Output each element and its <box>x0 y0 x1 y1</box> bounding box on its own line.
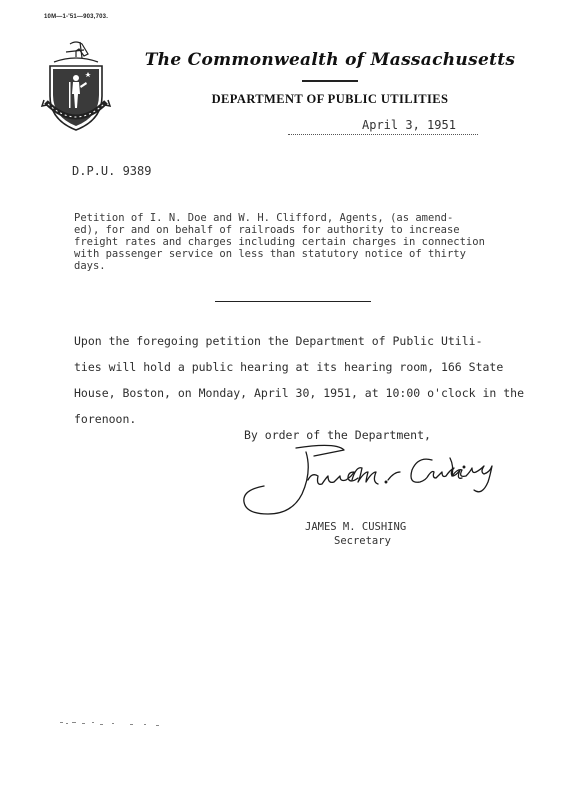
petition-line: days. <box>74 260 106 272</box>
letter-date: April 3, 1951 <box>362 118 456 132</box>
petition-line: ed), for and on behalf of railroads for authority to increase <box>74 224 460 236</box>
order-line: ties will hold a public hearing at its hearing room, 166 State <box>74 360 504 374</box>
masthead-title: The Commonwealth of Massachusetts <box>144 50 516 70</box>
by-order-line: By order of the Department, <box>244 428 431 442</box>
order-line: forenoon. <box>74 412 137 426</box>
signer-title: Secretary <box>334 535 391 547</box>
department-name: DEPARTMENT OF PUBLIC UTILITIES <box>211 92 449 106</box>
order-paragraph <box>74 328 534 432</box>
paper-marks <box>60 718 180 730</box>
signer-name: JAMES M. CUSHING <box>305 521 407 533</box>
masthead-rule <box>302 80 358 82</box>
docket-number: D.P.U. 9389 <box>72 164 152 178</box>
petition-paragraph <box>74 212 532 272</box>
petition-line: with passenger service on less than statutory notice of thirty <box>74 248 466 260</box>
state-seal-icon <box>40 38 112 142</box>
handwritten-signature <box>236 440 496 518</box>
section-divider <box>215 301 371 302</box>
order-line: Upon the foregoing petition the Department of Public Utili- <box>74 334 483 348</box>
petition-line: freight rates and charges including certain charges in connection <box>74 236 485 248</box>
order-line: House, Boston, on Monday, April 30, 1951, at 10:00 o'clock in the <box>74 386 525 400</box>
petition-line: Petition of I. N. Doe and W. H. Clifford, Agents, (as amend- <box>74 212 454 224</box>
form-number: 10M—1-'51—903,703. <box>44 14 109 20</box>
